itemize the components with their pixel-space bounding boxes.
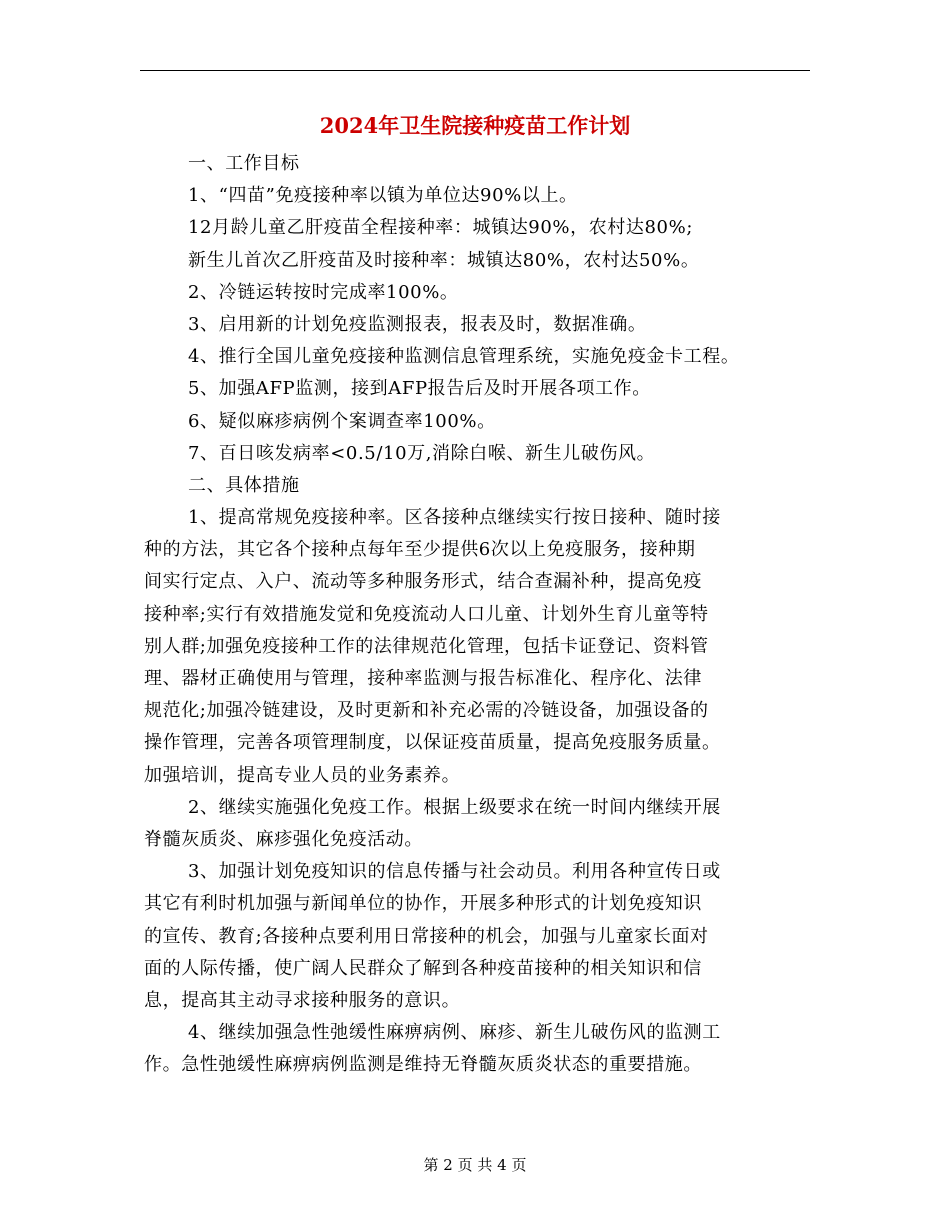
goal-item-7: 7、百日咳发病率<0.5/10万,消除白喉、新生儿破伤风。	[188, 442, 656, 464]
measure-3-line-1: 3、加强计划免疫知识的信息传播与社会动员。利用各种宣传日或	[188, 861, 721, 883]
measure-1-line-2: 种的方法，其它各个接种点每年至少提供6次以上免疫服务，接种期	[144, 539, 696, 561]
goal-item-1-detail-a: 12月龄儿童乙肝疫苗全程接种率：城镇达90%，农村达80%;	[188, 217, 693, 239]
goal-item-1-detail-b: 新生儿首次乙肝疫苗及时接种率：城镇达80%，农村达50%。	[188, 249, 700, 271]
measure-1-line-5: 别人群;加强免疫接种工作的法律规范化管理，包括卡证登记、资料管	[144, 635, 709, 657]
goal-item-3: 3、启用新的计划免疫监测报表，报表及时，数据准确。	[188, 313, 647, 335]
goal-item-5: 5、加强AFP监测，接到AFP报告后及时开展各项工作。	[188, 378, 651, 400]
document-body	[144, 148, 809, 1081]
goal-item-4: 4、推行全国儿童免疫接种监测信息管理系统，实施免疫金卡工程。	[188, 346, 740, 368]
measure-2-line-2: 脊髓灰质炎、麻疹强化免疫活动。	[144, 828, 423, 850]
measure-1-line-4: 接种率;实行有效措施发觉和免疫流动人口儿童、计划外生育儿童等特	[144, 603, 709, 625]
measure-3-line-5: 息，提高其主动寻求接种服务的意识。	[144, 989, 461, 1011]
document-title: 2024年卫生院接种疫苗工作计划	[319, 113, 631, 138]
page-number-footer: 第 2 页 共 4 页	[423, 1156, 527, 1174]
goal-item-2: 2、冷链运转按时完成率100%。	[188, 281, 459, 303]
measure-4-line-1: 4、继续加强急性弛缓性麻痹病例、麻疹、新生儿破伤风的监测工	[188, 1022, 721, 1044]
measure-1-line-6: 理、器材正确使用与管理，接种率监测与报告标准化、程序化、法律	[144, 668, 702, 689]
section-heading-measures: 二、具体措施	[188, 474, 300, 496]
measure-3-line-2: 其它有利时机加强与新闻单位的协作，开展多种形式的计划免疫知识	[144, 893, 702, 915]
measure-1-line-7: 规范化;加强冷链建设，及时更新和补充必需的冷链设备，加强设备的	[144, 700, 709, 722]
measure-1-line-8: 操作管理，完善各项管理制度，以保证疫苗质量，提高免疫服务质量。	[144, 732, 721, 754]
measure-1-line-3: 间实行定点、入户、流动等多种服务形式，结合查漏补种，提高免疫	[144, 571, 702, 593]
measure-3-line-4: 面的人际传播，使广阔人民群众了解到各种疫苗接种的相关知识和信	[144, 957, 702, 979]
measure-1-line-9: 加强培训，提高专业人员的业务素养。	[144, 764, 461, 786]
goal-item-1: 1、“四苗”免疫接种率以镇为单位达90%以上。	[188, 185, 578, 207]
measure-4-line-2: 作。急性弛缓性麻痹病例监测是维持无脊髓灰质炎状态的重要措施。	[144, 1054, 702, 1076]
measure-1-line-1: 1、提高常规免疫接种率。区各接种点继续实行按日接种、随时接	[188, 507, 721, 529]
measure-3-line-3: 的宣传、教育;各接种点要利用日常接种的机会，加强与儿童家长面对	[144, 925, 709, 947]
section-heading-goals: 一、工作目标	[188, 153, 300, 174]
goal-item-6: 6、疑似麻疹病例个案调查率100%。	[188, 410, 496, 432]
measure-2-line-1: 2、继续实施强化免疫工作。根据上级要求在统一时间内继续开展	[188, 796, 721, 818]
header-rule	[140, 70, 810, 71]
